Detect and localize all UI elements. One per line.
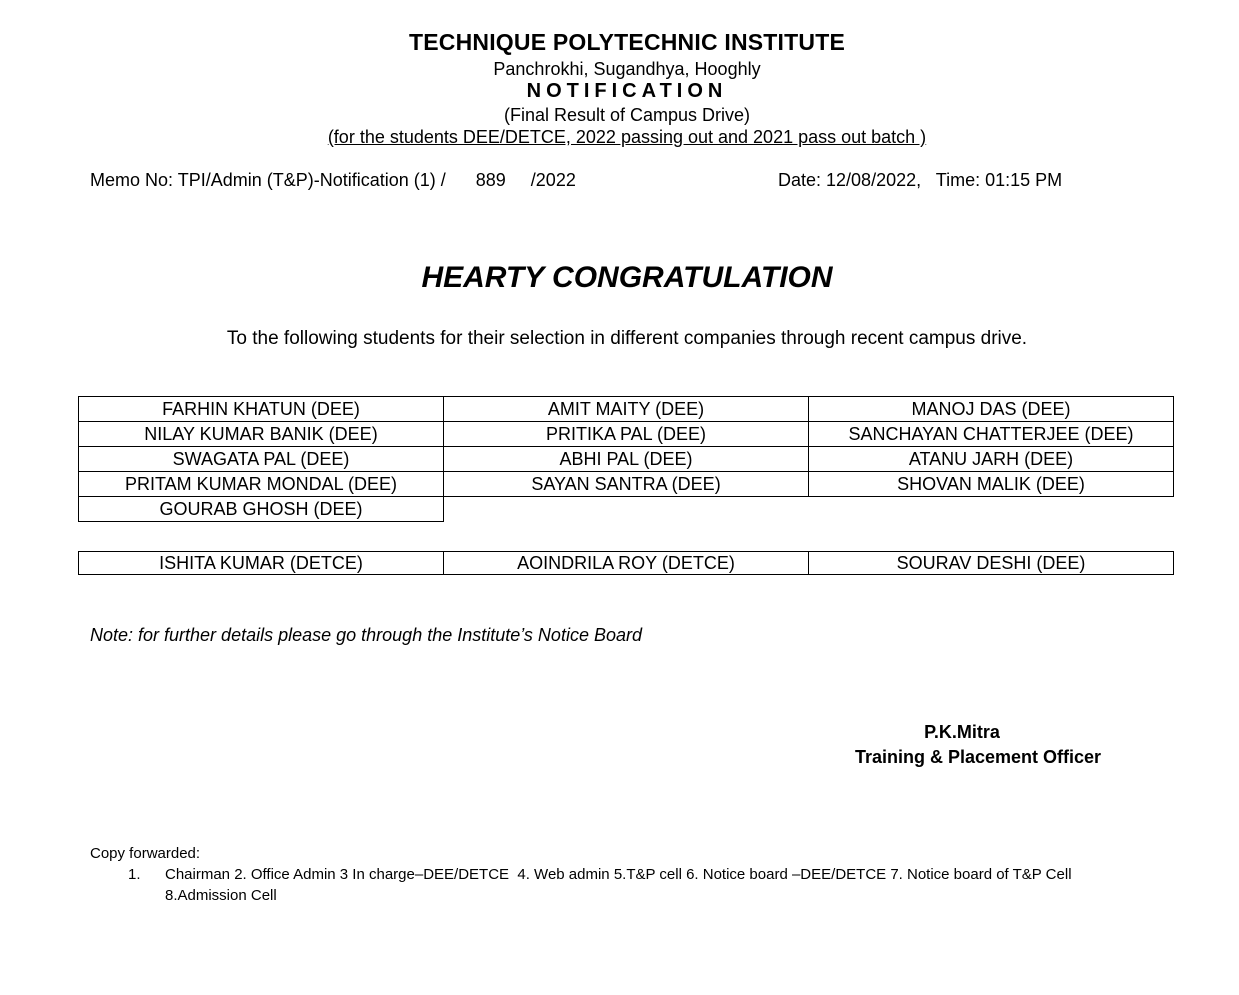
note-text: Note: for further details please go through the Institute’s Notice Board	[90, 625, 642, 645]
intro-text: To the following students for their selection in different companies through recent campus drive.	[226, 328, 1028, 349]
notification-subtitle: (Final Result of Campus Drive)	[503, 105, 751, 125]
table-row	[79, 422, 1174, 447]
empty-cell	[809, 497, 1174, 522]
student-name-cell: SANCHAYAN CHATTERJEE (DEE)	[809, 422, 1174, 447]
student-name-cell: SAYAN SANTRA (DEE)	[444, 472, 809, 497]
student-name-cell: SOURAV DESHI (DEE)	[809, 552, 1174, 575]
institute-address: Panchrokhi, Sugandhya, Hooghly	[493, 59, 761, 79]
table-row	[79, 552, 1174, 575]
student-name-cell: AMIT MAITY (DEE)	[444, 397, 809, 422]
signatory-name: P.K.Mitra	[924, 722, 1000, 742]
selected-students-table	[78, 396, 1174, 522]
selected-students-second-table	[78, 551, 1174, 575]
empty-cell	[444, 497, 809, 522]
institute-name: TECHNIQUE POLYTECHNIC INSTITUTE	[409, 29, 845, 55]
table-row	[79, 447, 1174, 472]
student-name-cell: NILAY KUMAR BANIK (DEE)	[79, 422, 444, 447]
student-name-cell: AOINDRILA ROY (DETCE)	[444, 552, 809, 575]
notification-title: NOTIFICATION	[526, 80, 728, 102]
student-name-cell: ATANU JARH (DEE)	[809, 447, 1174, 472]
memo-date-time: Date: 12/08/2022, Time: 01:15 PM	[778, 170, 1063, 190]
copy-forwarded-heading: Copy forwarded:	[90, 845, 201, 862]
student-name-cell: ABHI PAL (DEE)	[444, 447, 809, 472]
copy-forwarded-recipients-continued: 8.Admission Cell	[165, 887, 277, 904]
table-row	[79, 497, 1174, 522]
student-name-cell: FARHIN KHATUN (DEE)	[79, 397, 444, 422]
student-name-cell: SWAGATA PAL (DEE)	[79, 447, 444, 472]
memo-number: Memo No: TPI/Admin (T&P)-Notification (1) / 889 /2022	[90, 170, 576, 190]
student-name-cell: MANOJ DAS (DEE)	[809, 397, 1174, 422]
signatory-designation: Training & Placement Officer	[854, 747, 1102, 767]
congratulation-heading: HEARTY CONGRATULATION	[421, 261, 833, 294]
student-name-cell: PRITIKA PAL (DEE)	[444, 422, 809, 447]
table-row	[79, 472, 1174, 497]
student-name-cell: GOURAB GHOSH (DEE)	[79, 497, 444, 522]
student-name-cell: PRITAM KUMAR MONDAL (DEE)	[79, 472, 444, 497]
student-name-cell: ISHITA KUMAR (DETCE)	[79, 552, 444, 575]
copy-forwarded-list-number: 1.	[128, 866, 141, 883]
copy-forwarded-recipients: Chairman 2. Office Admin 3 In charge–DEE/DETCE 4. Web admin 5.T&P cell 6. Notice board –DEE/DETCE 7. Notice board of T&P Cell	[165, 866, 1072, 883]
student-name-cell: SHOVAN MALIK (DEE)	[809, 472, 1174, 497]
table-row	[79, 397, 1174, 422]
notification-batch-line: (for the students DEE/DETCE, 2022 passing out and 2021 pass out batch )	[327, 127, 927, 147]
